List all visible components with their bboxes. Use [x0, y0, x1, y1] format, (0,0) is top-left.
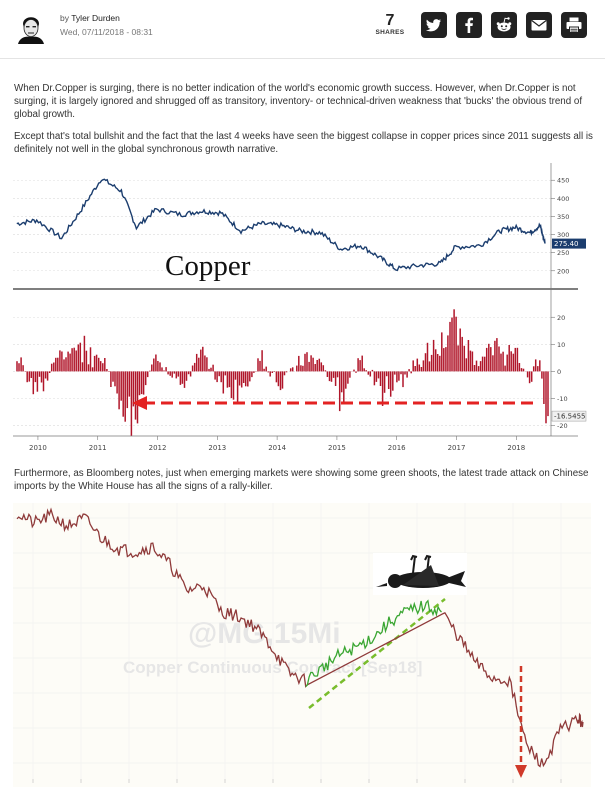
reddit-share-button[interactable]	[491, 12, 517, 38]
reddit-icon	[491, 12, 517, 38]
print-icon	[561, 12, 587, 38]
shares-count: 7	[385, 12, 395, 29]
print-button[interactable]	[561, 12, 587, 38]
y-tick-label: 200	[557, 267, 570, 276]
y-tick-label: 10	[557, 340, 566, 349]
x-tick-label: 2015	[328, 444, 346, 452]
avatar[interactable]	[14, 10, 48, 44]
article-paragraph: Except that's total bullshit and the fact that the last 4 weeks have seen the biggest collapse in copper prices since 2011 suggests all is definitely not well in the global synchronous growth narrative.	[14, 131, 593, 155]
watermark-contract: Copper Continuous Contract [Sep18]	[123, 658, 423, 677]
y-tick-label: 350	[557, 212, 570, 221]
y-tick-label: 250	[557, 249, 570, 258]
facebook-share-button[interactable]	[456, 12, 482, 38]
x-tick-label: 2012	[148, 444, 167, 452]
email-share-button[interactable]	[526, 12, 552, 38]
watermark-bloomberg: @MG,15Mi	[188, 617, 341, 650]
y-tick-label: 400	[557, 194, 570, 203]
facebook-icon	[456, 12, 482, 38]
x-tick-label: 2011	[88, 444, 107, 452]
y-tick-label: 20	[557, 313, 566, 322]
y-tick-label: 450	[557, 176, 570, 185]
copper-price-chart	[13, 163, 593, 455]
y-tick-label: -20	[557, 422, 568, 431]
article-paragraph: When Dr.Copper is surging, there is no better indication of the world's economic growth success. However, when Dr.Copper is not surging, it is largely ignored and shrugged off as transitory, inventory- or technical-driven weakness that 'bucks' the obvious trend of global growth.	[14, 83, 583, 120]
y-tick-label: 300	[557, 231, 570, 240]
y-tick-label: -10	[557, 395, 568, 403]
series-label-copper: Copper	[165, 250, 251, 282]
last-value-label: 275.40	[554, 240, 579, 249]
article-header	[0, 0, 605, 59]
twitter-share-button[interactable]	[421, 12, 447, 38]
byline-prefix: by	[60, 13, 69, 23]
shares-label: SHARES	[375, 29, 405, 36]
x-tick-label: 2018	[507, 444, 526, 452]
x-tick-label: 2016	[387, 444, 406, 452]
copper-continuous-chart	[13, 503, 591, 787]
x-tick-label: 2014	[268, 444, 287, 452]
publish-date: Wed, 07/11/2018 - 08:31	[60, 27, 153, 37]
x-tick-label: 2017	[447, 444, 466, 452]
x-tick-label: 2010	[29, 444, 47, 452]
author-link[interactable]: Tyler Durden	[71, 13, 120, 23]
x-tick-label: 2013	[208, 444, 227, 452]
dead-bird-icon	[373, 553, 467, 595]
article-paragraph: Furthermore, as Bloomberg notes, just when emerging markets were showing some green shoots, the latest trade attack on Chinese imports by the White House has all the signs of a rally-killer.	[14, 468, 589, 492]
byline	[60, 13, 120, 23]
y-tick-label: 0	[557, 367, 562, 376]
shares-counter	[370, 12, 410, 36]
email-icon	[526, 12, 552, 38]
twitter-icon	[421, 12, 447, 38]
last-deviation-label: -16.5455	[554, 412, 586, 421]
